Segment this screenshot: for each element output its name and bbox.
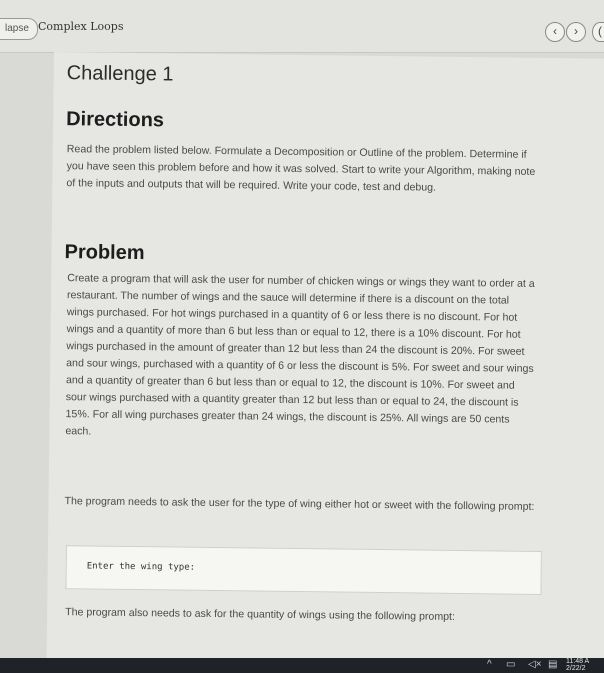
lesson-content: [47, 52, 604, 665]
directions-heading: Directions: [66, 108, 165, 132]
volume-muted-icon[interactable]: ◁×: [528, 659, 542, 670]
previous-page-button[interactable]: [545, 22, 565, 42]
next-page-button[interactable]: [566, 22, 586, 42]
network-icon[interactable]: ▭: [506, 659, 516, 670]
prompt-instructions-quantity: The program also needs to ask for the quantity of wings using the following prompt:: [65, 606, 456, 623]
page-title: Challenge 1: [66, 62, 174, 86]
problem-text: Create a program that will ask the user for number of chicken wings or wings they want to order at a restaurant. The number of wings and the sauce will determine if there is a discount on the total wings purchased. For hot wings purchased in a quantity of 6 or less there is no discount. For hot wings and a quantity of more than 6 but less than or equal to 12, there is a 10% discount. For hot wings purchased in the amount of greater than 12 but less than 24 the discount is 20%. For sweet and sour wings, purchased with a quantity of 6 or less the discount is 5%. For sweet and sour wings and a quantity of greater than 6 but less than or equal to 12, the discount is 10%. For sweet and sour wings purchased with a quantity greater than 12 but less than or equal to 24, the discount is 15%. For all wing purchases greater than 24 wings, the discount is 25%. All wings are 50 cents each.: [65, 272, 535, 438]
problem-heading: Problem: [64, 241, 145, 265]
top-toolbar: [0, 0, 604, 53]
code-prompt-text: Enter the wing type:: [86, 561, 196, 573]
system-clock[interactable]: [566, 658, 604, 672]
keyboard-icon[interactable]: ▤: [548, 659, 558, 670]
show-hidden-icons-icon[interactable]: ^: [487, 659, 492, 670]
partial-icon: (: [598, 24, 602, 38]
prompt-instructions-type: The program needs to ask the user for the type of wing either hot or sweet with the following prompt:: [64, 495, 535, 513]
clock-date: 2/22/2: [566, 665, 586, 672]
chevron-right-icon: ›: [574, 24, 578, 38]
breadcrumb-title: Complex Loops: [38, 20, 124, 33]
clock-time: 11:48 A: [566, 658, 590, 665]
taskbar: [0, 658, 604, 673]
directions-text: Read the problem listed below. Formulate a Decomposition or Outline of the problem. Determine if you have seen this problem before and how it was solved. Start to write your Algorithm, making note of the inputs and outputs that will be required. Write your code, test and debug.: [66, 143, 536, 194]
chevron-left-icon: ‹: [553, 24, 557, 38]
more-button[interactable]: [592, 22, 604, 42]
code-block: [65, 545, 542, 595]
collapse-button[interactable]: lapse: [0, 18, 38, 40]
